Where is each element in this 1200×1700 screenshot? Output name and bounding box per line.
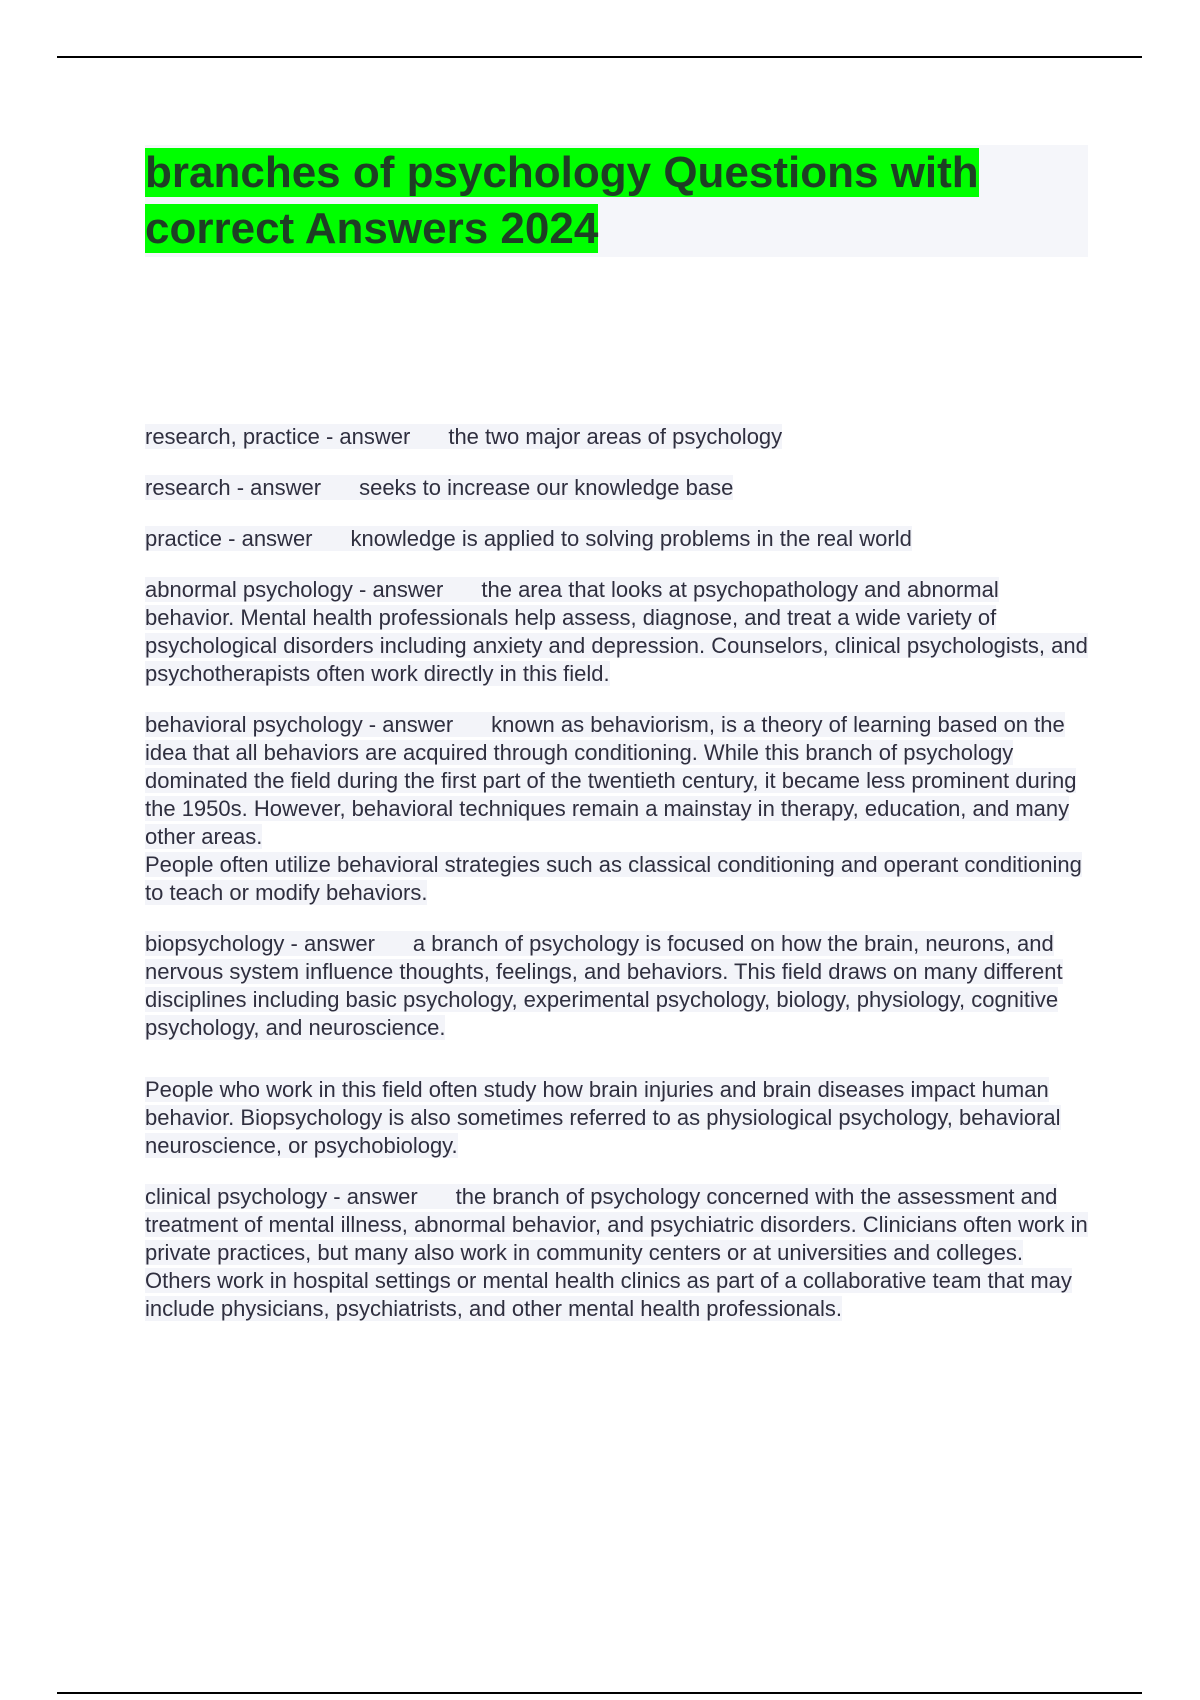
entry-term: clinical psychology - answer bbox=[145, 1184, 418, 1209]
entry-definition: the branch of psychology concerned with the assessment and treatment of mental illness, abnormal behavior, and psychiatric disorders. Clinicians often work in private practices, but many also work in community centers or at universities and colleges. Others work in hospital settings or mental health clinics as part of a collaborative team that may include physicians, psychiatrists, and other mental health professionals. bbox=[145, 1184, 1088, 1321]
entry-continuation: People who work in this field often study how brain injuries and brain diseases impact human behavior. Biopsychology is also sometimes referred to as physiological psychology, behavioral neuroscience, or psychobiology. bbox=[145, 1077, 1061, 1158]
qa-entry-clinical-psychology bbox=[145, 1183, 1090, 1323]
entry-definition: knowledge is applied to solving problems in the real world bbox=[350, 526, 912, 551]
entry-term: behavioral psychology - answer bbox=[145, 712, 454, 737]
entry-definition: the area that looks at psychopathology and abnormal behavior. Mental health professionals help assess, diagnose, and treat a wide variety of psychological disorders including anxiety and depression. Counselors, clinical psychologists, and psychotherapists often work directly in this field. bbox=[145, 577, 1088, 686]
title-block bbox=[145, 145, 1088, 257]
top-rule bbox=[57, 56, 1142, 58]
entry-continuation: People often utilize behavioral strategies such as classical conditioning and operant conditioning to teach or modify behaviors. bbox=[145, 852, 1082, 905]
entry-term: research - answer bbox=[145, 475, 322, 500]
qa-entry-research bbox=[145, 474, 1090, 502]
entry-term: practice - answer bbox=[145, 526, 313, 551]
qa-entry-behavioral-psychology bbox=[145, 711, 1090, 907]
title-highlight: branches of psychology Questions with correct Answers 2024 bbox=[145, 148, 979, 253]
bottom-rule bbox=[57, 1692, 1142, 1694]
entry-definition: seeks to increase our knowledge base bbox=[359, 475, 734, 500]
document-title bbox=[145, 145, 1088, 257]
entry-term: biopsychology - answer bbox=[145, 931, 375, 956]
entry-definition: the two major areas of psychology bbox=[448, 424, 783, 449]
qa-entry-practice bbox=[145, 525, 1090, 553]
entry-term: abnormal psychology - answer bbox=[145, 577, 444, 602]
entry-definition: a branch of psychology is focused on how the brain, neurons, and nervous system influence thoughts, feelings, and behaviors. This field draws on many different disciplines including basic psychology, experimental psychology, biology, physiology, cognitive psychology, and neuroscience. bbox=[145, 931, 1063, 1040]
qa-list bbox=[145, 423, 1090, 1346]
qa-entry-biopsychology bbox=[145, 930, 1090, 1160]
entry-definition: known as behaviorism, is a theory of learning based on the idea that all behaviors are acquired through conditioning. While this branch of psychology dominated the field during the first part of the twentieth century, it became less prominent during the 1950s. However, behavioral techniques remain a mainstay in therapy, education, and many other areas. bbox=[145, 712, 1077, 849]
qa-entry-research-practice bbox=[145, 423, 1090, 451]
entry-term: research, practice - answer bbox=[145, 424, 411, 449]
qa-entry-abnormal-psychology bbox=[145, 576, 1090, 688]
